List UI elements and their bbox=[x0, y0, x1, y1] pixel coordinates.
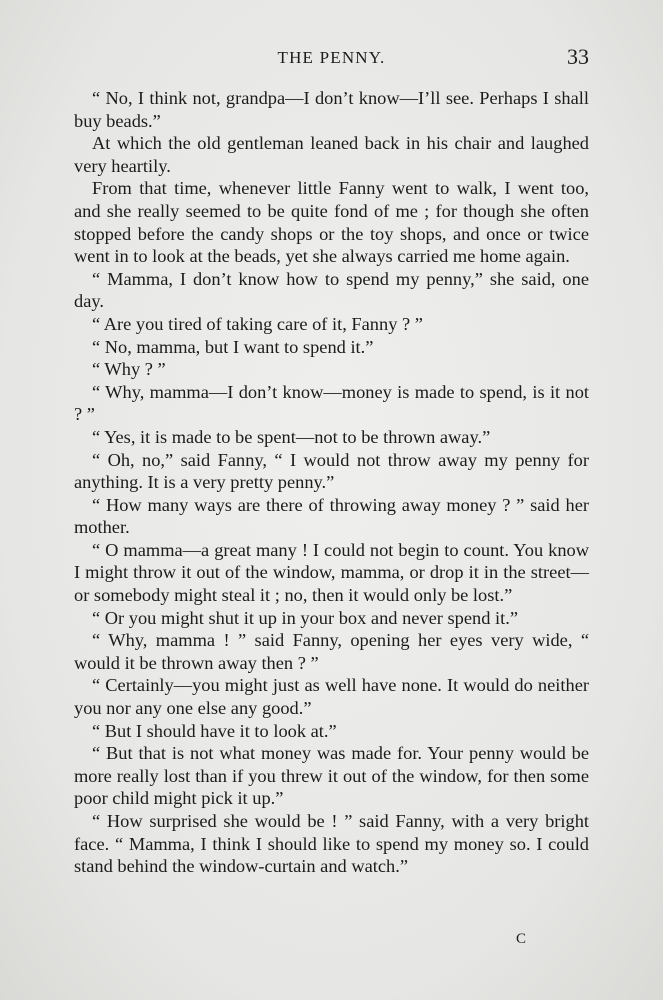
paragraph: “ Certainly—you might just as well have none. It would do neither you nor any one else any good.” bbox=[74, 675, 589, 719]
running-title: THE PENNY. bbox=[277, 48, 386, 67]
paragraph: “ Mamma, I don’t know how to spend my penny,” she said, one day. bbox=[74, 268, 589, 312]
paragraph: At which the old gentleman leaned back in his chair and laughed very heartily. bbox=[74, 133, 589, 176]
paragraph: “ But that is not what money was made for. Your penny would be more really lost than if you threw it out of the window, for then some poor child might pick it up.” bbox=[74, 743, 589, 809]
page-number: 33 bbox=[567, 44, 589, 69]
paragraph: “ Yes, it is made to be spent—not to be thrown away.” bbox=[92, 426, 491, 447]
signature-mark: C bbox=[516, 931, 527, 947]
paragraph: “ Oh, no,” said Fanny, “ I would not throw away my penny for anything. It is a very pretty penny.” bbox=[74, 449, 589, 493]
paragraph: “ How surprised she would be ! ” said Fanny, with a very bright face. “ Mamma, I think I should like to spend my money so. I could stand behind the window-curtain and watch.” bbox=[74, 811, 589, 877]
paragraph: “ Why ? ” bbox=[92, 359, 166, 380]
paragraph: “ Are you tired of taking care of it, Fanny ? ” bbox=[92, 313, 423, 334]
paragraph: “ But I should have it to look at.” bbox=[92, 720, 337, 741]
body-text bbox=[74, 87, 589, 878]
paragraph: “ O mamma—a great many ! I could not begin to count. You know I might throw it out of the window, mamma, or drop it in the street—or somebody might steal it ; no, then it would only be lost.” bbox=[74, 539, 589, 606]
paragraph: From that time, whenever little Fanny went to walk, I went too, and she really seemed to be quite fond of me ; for though she often stopped before the candy shops or the toy shops, and once or twice went in to look at the beads, yet she always carried me home again. bbox=[74, 178, 589, 267]
paragraph: “ Or you might shut it up in your box and never spend it.” bbox=[92, 607, 518, 628]
paragraph: “ Why, mamma ! ” said Fanny, opening her eyes very wide, “ would it be thrown away then ? ” bbox=[74, 630, 589, 673]
page-header bbox=[74, 44, 589, 72]
paragraph: “ Why, mamma—I don’t know—money is made to spend, is it not ? ” bbox=[74, 381, 589, 425]
paragraph: “ No, mamma, but I want to spend it.” bbox=[92, 336, 374, 357]
paragraph: “ No, I think not, grandpa—I don’t know—I’ll see. Perhaps I shall buy beads.” bbox=[74, 88, 589, 131]
paragraph: “ How many ways are there of throwing away money ? ” said her mother. bbox=[74, 494, 589, 538]
